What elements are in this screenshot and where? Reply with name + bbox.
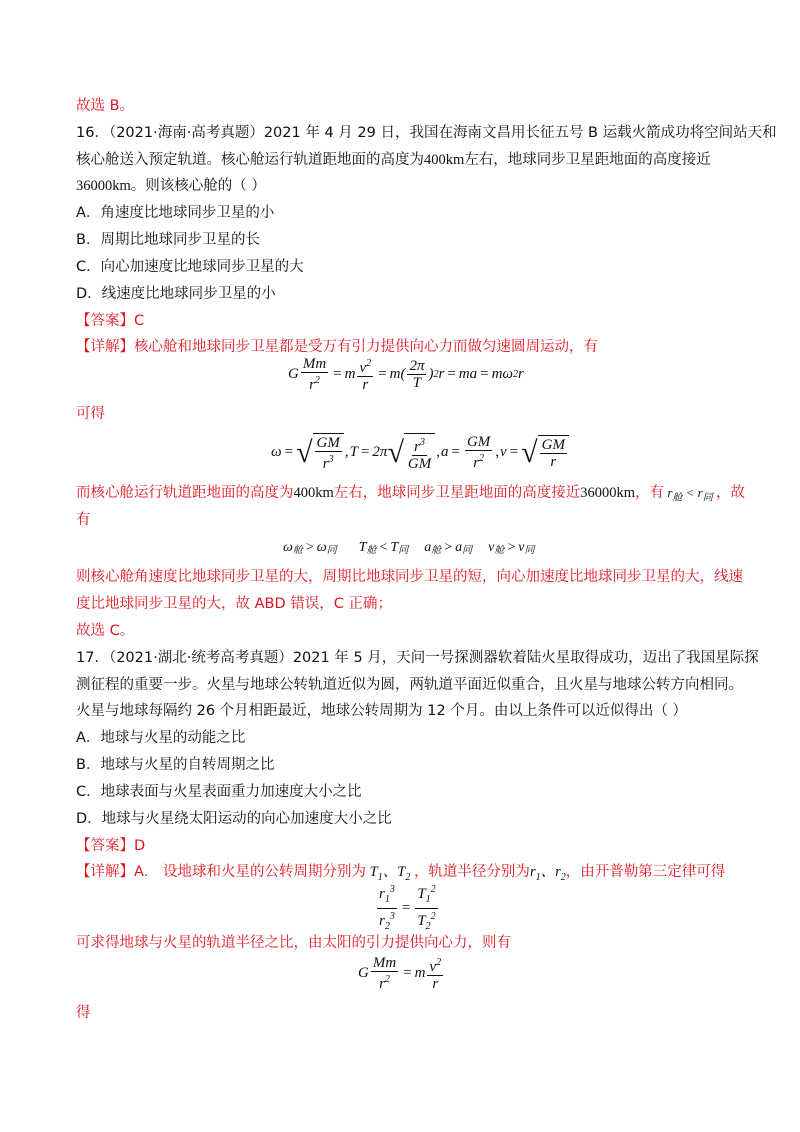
answer-17: 【答案】D	[76, 838, 146, 854]
formula-comparison: ω 舱 > ω 同 T 舱 < T 同 a 舱 > a 同 v 舱 > v 同	[283, 540, 535, 556]
question-16-line-2: 核心舱送入预定轨道。核心舱运行轨道距地面的高度为400km左右，地球同步卫星距地面的高度接近	[76, 152, 711, 168]
text-line: 有	[76, 512, 91, 528]
text-line: 得	[76, 1005, 91, 1021]
detail-16: 【详解】核心舱和地球同步卫星都是受万有引力提供向心力而做匀速圆周运动，有	[76, 339, 598, 355]
question-16-line-1: 16．（2021·海南·高考真题）2021 年 4 月 29 日，我国在海南文昌用长征五号 B 运载火箭成功将空间站天和	[76, 125, 777, 141]
formula-kepler: $\frac{r_1^3}{r_2^3}$ = $\frac{T_1^2}{T_2^2}$	[379, 884, 436, 932]
option-c: C．向心加速度比地球同步卫星的大	[76, 259, 304, 275]
text-line: 故选 B。	[76, 98, 135, 114]
text-line: 而核心舱运行轨道距地面的高度为400km左右，地球同步卫星距地面的高度接近36000km，有 $r_舱 < r_同$ ，故	[76, 485, 745, 504]
option-d: D．线速度比地球同步卫星的小	[76, 286, 276, 302]
detail-17: 【详解】A． 设地球和火星的公转周期分别为 $T_1$、$T_2$ ，轨道半径分别为$r_1$、$r_2$，由开普勒第三定律可得	[76, 864, 726, 883]
formula-results: ω = √ $\frac{GM}{r^3}$ , T = 2π √ $\frac{r^3}{GM}$ , a = $\frac{GM}{r^2}$ , v = √ $\frac{GM}{r}$	[271, 433, 569, 472]
formula-gravitation: G $\frac{Mm}{r^2}$ = m $\frac{v^2}{r}$ = m( $\frac{2\pi}{T}$ ) 2 r = ma = mω 2 r	[288, 356, 524, 393]
option-b: B．地球与火星的自转周期之比	[76, 757, 275, 773]
option-d: D．地球与火星绕太阳运动的向心加速度大小之比	[76, 811, 392, 827]
option-a: A．角速度比地球同步卫星的小	[76, 205, 275, 221]
text-line: 则核心舱角速度比地球同步卫星的大，周期比地球同步卫星的短，向心加速度比地球同步卫星的大，线速	[76, 569, 743, 585]
question-17-line-3: 火星与地球每隔约 26 个月相距最近，地球公转周期为 12 个月。由以上条件可以近似得出（ ）	[76, 703, 687, 719]
answer-16: 【答案】C	[76, 313, 145, 329]
question-17-line-2: 测征程的重要一步。火星与地球公转轨道近似为圆，两轨道平面近似重合，且火星与地球公转方向相同。	[76, 677, 743, 693]
text-line: 可得	[76, 406, 105, 422]
text-line: 度比地球同步卫星的大，故 ABD 错误，C 正确；	[76, 596, 392, 612]
option-c: C．地球表面与火星表面重力加速度大小之比	[76, 784, 362, 800]
formula-centripetal: G $\frac{Mm}{r^2}$ = m $\frac{v^2}{r}$	[358, 955, 442, 992]
option-a: A．地球与火星的动能之比	[76, 730, 246, 746]
question-17-line-1: 17．（2021·湖北·统考高考真题）2021 年 5 月，天问一号探测器软着陆火星取得成功，迈出了我国星际探	[76, 650, 759, 666]
option-b: B．周期比地球同步卫星的长	[76, 232, 260, 248]
text-line: 故选 C。	[76, 623, 135, 639]
text-line: 可求得地球与火星的轨道半径之比，由太阳的引力提供向心力，则有	[76, 935, 511, 951]
question-16-line-3: 36000km。则该核心舱的（ ）	[76, 178, 266, 194]
